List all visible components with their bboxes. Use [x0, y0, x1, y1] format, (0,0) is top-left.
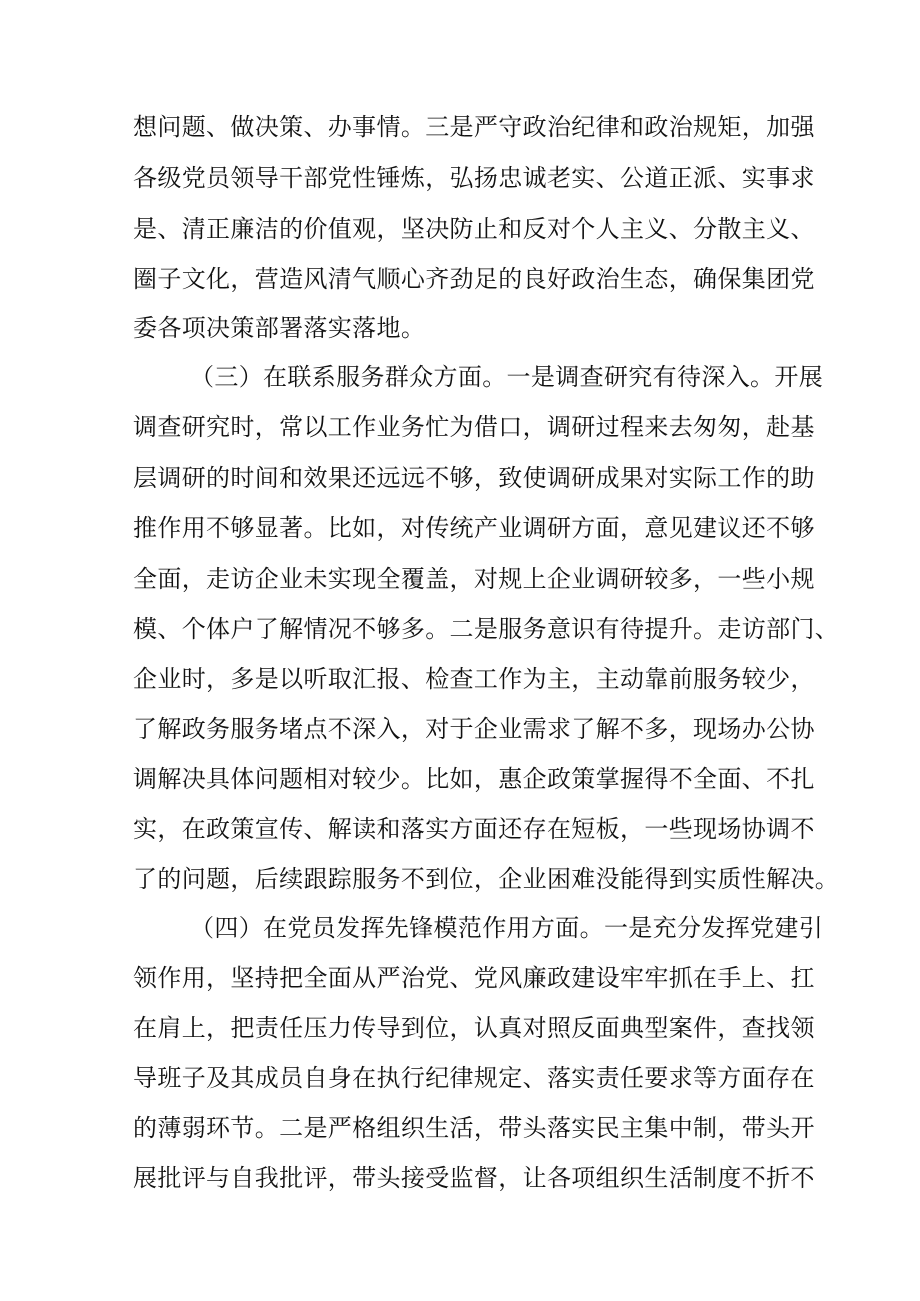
text-line: 调查研究时，常以工作业务忙为借口，调研过程来去匆匆，赴基 — [133, 413, 815, 441]
text-line: 的薄弱环节。二是严格组织生活，带头落实民主集中制，带头开 — [133, 1114, 815, 1142]
text-line: 是、清正廉洁的价值观，坚决防止和反对个人主义、分散主义、 — [133, 215, 815, 243]
text-line: 各级党员领导干部党性锤炼，弘扬忠诚老实、公道正派、实事求 — [133, 164, 815, 192]
text-line: 在肩上，把责任压力传导到位，认真对照反面典型案件，查找领 — [133, 1014, 815, 1042]
text-line: 了解政务服务堵点不深入，对于企业需求了解不多，现场办公协 — [133, 715, 815, 743]
text-line: 想问题、做决策、办事情。三是严守政治纪律和政治规矩，加强 — [133, 113, 815, 141]
text-line: 了的问题，后续跟踪服务不到位，企业困难没能得到实质性解决。 — [133, 865, 840, 893]
paragraph-start-line: （三）在联系服务群众方面。一是调查研究有待深入。开展 — [190, 363, 824, 391]
text-line: 企业时，多是以听取汇报、检查工作为主，主动靠前服务较少， — [133, 665, 815, 693]
text-line: 领作用，坚持把全面从严治党、党风廉政建设牢牢抓在手上、扛 — [133, 964, 815, 992]
text-line: 圈子文化，营造风清气顺心齐劲足的良好政治生态，确保集团党 — [133, 265, 815, 293]
text-line: 全面，走访企业未实现全覆盖，对规上企业调研较多，一些小规 — [133, 565, 815, 593]
text-line: 层调研的时间和效果还远远不够，致使调研成果对实际工作的助 — [133, 464, 815, 492]
text-line: 委各项决策部署落实落地。 — [133, 314, 426, 342]
text-line: 模、个体户了解情况不够多。二是服务意识有待提升。走访部门、 — [133, 615, 840, 643]
text-line: 调解决具体问题相对较少。比如，惠企政策掌握得不全面、不扎 — [133, 765, 815, 793]
text-line: 导班子及其成员自身在执行纪律规定、落实责任要求等方面存在 — [133, 1064, 815, 1092]
text-line: 推作用不够显著。比如，对传统产业调研方面，意见建议还不够 — [133, 514, 815, 542]
text-line: 展批评与自我批评，带头接受监督，让各项组织生活制度不折不 — [133, 1164, 815, 1192]
paragraph-start-line: （四）在党员发挥先锋模范作用方面。一是充分发挥党建引 — [190, 914, 824, 942]
text-line: 实，在政策宣传、解读和落实方面还存在短板，一些现场协调不 — [133, 815, 815, 843]
